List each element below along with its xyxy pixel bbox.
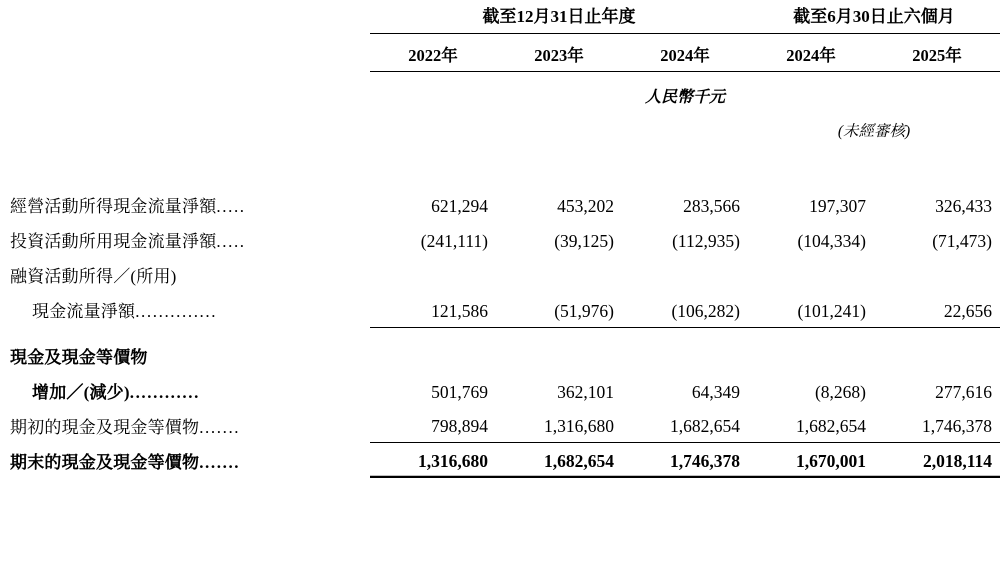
row-value: 1,316,680 <box>496 408 622 443</box>
row-value <box>370 257 496 292</box>
header-group-interim: 截至6月30日止六個月 <box>748 0 1000 34</box>
table-row <box>0 292 1000 327</box>
header-unaudited-note: (未經審核) <box>837 123 911 140</box>
row-value: (106,282) <box>622 292 748 327</box>
header-year-2024-interim: 2024年 <box>748 34 874 72</box>
table-row <box>0 373 1000 408</box>
table-row <box>0 257 1000 292</box>
row-label-text: 期初的現金及現金等價物 <box>10 417 200 437</box>
table-row <box>0 222 1000 257</box>
row-value: 501,769 <box>431 381 488 402</box>
row-leader-dots: ....... <box>199 452 241 472</box>
row-label-text: 投資活動所用現金流量淨額 <box>10 232 217 251</box>
row-label <box>0 373 370 408</box>
row-value: 1,670,001 <box>748 443 874 478</box>
row-value: (39,125) <box>554 231 614 251</box>
row-value: 1,682,654 <box>622 408 748 443</box>
row-label <box>0 257 370 292</box>
header-group-annual: 截至12月31日止年度 <box>370 0 748 34</box>
table-row-total <box>0 443 1000 478</box>
row-value <box>748 257 874 292</box>
header-year-2022: 2022年 <box>370 34 496 72</box>
table-header <box>0 0 1000 187</box>
row-leader-dots: ..... <box>216 232 246 251</box>
row-label <box>0 222 370 257</box>
row-leader-dots: ....... <box>199 417 241 437</box>
row-value: 1,682,654 <box>748 408 874 443</box>
row-value: 798,894 <box>370 408 496 443</box>
row-label-text: 期末的現金及現金等價物 <box>10 452 200 472</box>
row-value: 283,566 <box>683 196 740 216</box>
header-spacer <box>0 143 1000 187</box>
header-audit-row <box>0 109 1000 143</box>
row-value: 362,101 <box>557 381 614 402</box>
header-year-row <box>0 34 1000 72</box>
header-unit-row <box>0 72 1000 110</box>
row-value: 326,433 <box>935 196 992 216</box>
row-value: (51,976) <box>496 292 622 327</box>
row-label-text: 現金流量淨額 <box>32 302 136 321</box>
header-year-2024-annual: 2024年 <box>622 34 748 72</box>
row-label-text: 經營活動所得現金流量淨額 <box>10 197 217 216</box>
row-value: (104,334) <box>797 231 866 251</box>
row-gap <box>0 327 1000 338</box>
row-label <box>0 408 370 443</box>
row-leader-dots: ............ <box>129 382 200 402</box>
row-value <box>622 338 748 373</box>
row-value: 22,656 <box>874 292 1000 327</box>
row-value: 1,682,654 <box>496 443 622 478</box>
row-value: 197,307 <box>809 196 866 216</box>
row-label <box>0 187 370 222</box>
row-value: 453,202 <box>557 196 614 216</box>
row-value: 2,018,114 <box>874 443 1000 478</box>
row-label-text: 融資活動所得／(所用) <box>10 267 177 286</box>
row-value: (71,473) <box>932 231 992 251</box>
row-value: 277,616 <box>935 381 992 402</box>
table-row <box>0 338 1000 373</box>
row-value: (112,935) <box>672 231 740 251</box>
row-value: 121,586 <box>370 292 496 327</box>
header-unit-note: 人民幣千元 <box>644 89 725 106</box>
row-label-text: 現金及現金等價物 <box>10 347 148 367</box>
table-row <box>0 187 1000 222</box>
header-year-2025-interim: 2025年 <box>874 34 1000 72</box>
row-value: (101,241) <box>748 292 874 327</box>
row-value: 1,316,680 <box>370 443 496 478</box>
row-value <box>496 338 622 373</box>
row-value <box>748 338 874 373</box>
row-value: (241,111) <box>420 231 488 251</box>
header-group-row <box>0 0 1000 34</box>
header-corner-blank <box>0 0 370 34</box>
row-value: 621,294 <box>431 196 488 216</box>
row-value <box>496 257 622 292</box>
row-value: 64,349 <box>691 381 740 402</box>
row-label <box>0 292 370 327</box>
header-audit-blank <box>0 109 370 143</box>
header-year-2023: 2023年 <box>496 34 622 72</box>
row-label <box>0 338 370 373</box>
row-label-text: 增加／(減少) <box>32 382 130 402</box>
row-value <box>874 257 1000 292</box>
row-leader-dots: ..... <box>216 197 246 216</box>
row-leader-dots: .............. <box>135 302 218 321</box>
row-value: (8,268) <box>814 381 866 402</box>
header-year-blank <box>0 34 370 72</box>
row-value: 1,746,378 <box>874 408 1000 443</box>
row-value <box>874 338 1000 373</box>
table-body <box>0 187 1000 478</box>
row-value <box>622 257 748 292</box>
row-value: 1,746,378 <box>622 443 748 478</box>
table-row <box>0 408 1000 443</box>
row-label <box>0 443 370 478</box>
header-unit-blank <box>0 72 370 110</box>
row-value <box>370 338 496 373</box>
